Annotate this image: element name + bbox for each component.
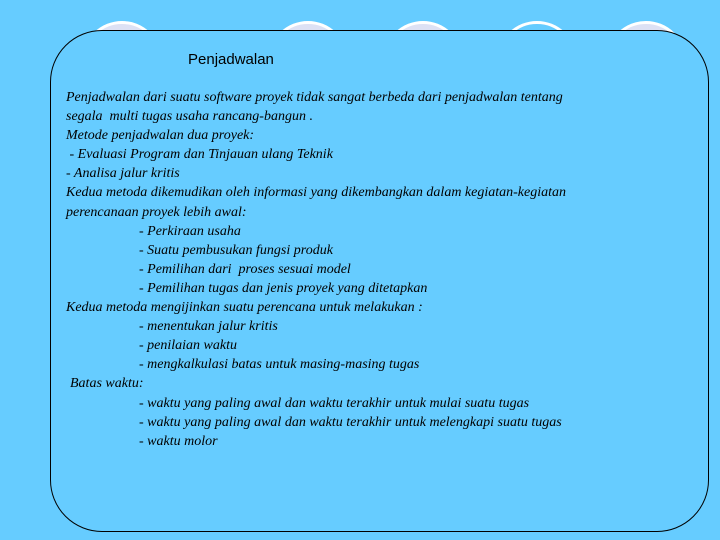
body-line-indented: - Pemilihan tugas dan jenis proyek yang ditetapkan bbox=[139, 280, 428, 296]
body-line-indented: - Perkiraan usaha bbox=[139, 223, 241, 239]
body-line: - Analisa jalur kritis bbox=[66, 166, 180, 182]
body-line: Kedua metoda dikemudikan oleh informasi yang dikembangkan dalam kegiatan-kegiatan bbox=[66, 185, 567, 201]
body-line-indented: - penilaian waktu bbox=[139, 338, 237, 354]
body-line-indented: - waktu yang paling awal dan waktu terakhir untuk melengkapi suatu tugas bbox=[139, 414, 562, 430]
body-line: - Evaluasi Program dan Tinjauan ulang Teknik bbox=[66, 147, 333, 163]
body-line-indented: - Pemilihan dari proses sesuai model bbox=[139, 261, 351, 277]
slide-title: Penjadwalan bbox=[188, 51, 274, 68]
body-line: Penjadwalan dari suatu software proyek tidak sangat berbeda dari penjadwalan tentang bbox=[66, 90, 563, 105]
body-line: Kedua metoda mengijinkan suatu perencana untuk melakukan : bbox=[66, 300, 423, 316]
body-line: segala multi tugas usaha rancang-bangun . bbox=[66, 109, 313, 125]
body-line: Batas waktu: bbox=[70, 376, 144, 392]
body-line: perencanaan proyek lebih awal: bbox=[66, 204, 247, 220]
slide-body bbox=[66, 88, 696, 451]
body-line-indented: - waktu yang paling awal dan waktu terakhir untuk mulai suatu tugas bbox=[139, 395, 530, 411]
body-line-indented: - waktu molor bbox=[139, 433, 218, 449]
body-line-indented: - Suatu pembusukan fungsi produk bbox=[139, 242, 333, 258]
body-line: Metode penjadwalan dua proyek: bbox=[66, 128, 255, 144]
body-line-indented: - menentukan jalur kritis bbox=[139, 319, 278, 335]
body-line-indented: - mengkalkulasi batas untuk masing-masing tugas bbox=[139, 357, 420, 373]
